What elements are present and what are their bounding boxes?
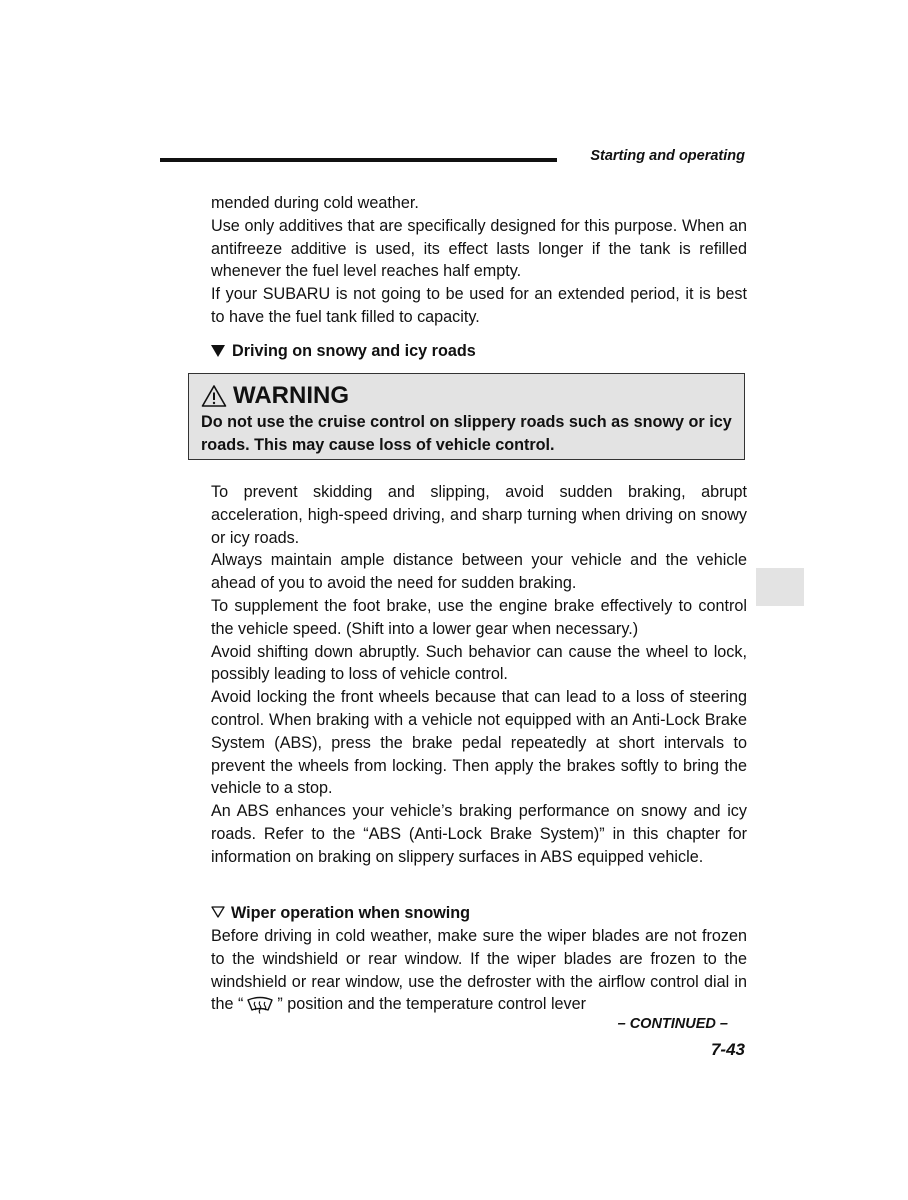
wiper-text-block (211, 925, 747, 1016)
chapter-tab (756, 568, 804, 606)
warning-text: Do not use the cruise control on slippery roads such as snowy or icy roads. This may cause loss of vehicle control. (201, 413, 732, 454)
page-number: 7-43 (710, 1040, 745, 1059)
paragraph (211, 925, 747, 1016)
warning-header (201, 381, 349, 411)
paragraph: Avoid shifting down abruptly. Such behavior can cause the wheel to lock, possibly leading to loss of vehicle control. (211, 642, 747, 684)
paragraph: To prevent skidding and slipping, avoid sudden braking, abrupt acceleration, high-speed driving, and sharp turning when driving on snowy or icy roads. (211, 483, 747, 547)
section-title: Starting and operating (590, 148, 745, 164)
paragraph: An ABS enhances your vehicle’s braking performance on snowy and icy roads. Refer to the “ABS (Anti-Lock Brake System)” in this chapter for information on braking on slippery surfaces in ABS equipped vehicle. (211, 802, 747, 866)
warning-triangle-icon (201, 384, 227, 408)
heading-label: Driving on snowy and icy roads (232, 342, 476, 360)
text-after-icon: ” position and the temperature control lever (277, 995, 587, 1014)
paragraph: Avoid locking the front wheels because that can lead to a loss of steering control. When braking with a vehicle not equipped with an Anti-Lock Brake System (ABS), press the brake pedal repeatedly at short intervals to prevent the wheels from locking. Then apply the brakes softly to bring the vehicle to a stop. (211, 688, 747, 798)
paragraph: Always maintain ample distance between your vehicle and the vehicle ahead of you to avoid the need for sudden braking. (211, 551, 747, 593)
warning-box (188, 373, 745, 460)
continued-label: – CONTINUED – (617, 1016, 728, 1032)
header-rule (160, 158, 557, 162)
intro-text-block (211, 192, 747, 329)
solid-down-triangle-icon (211, 345, 225, 357)
snowy-text-block (211, 481, 747, 869)
paragraph: Use only additives that are specifically designed for this purpose. When an antifreeze additive is used, its effect lasts longer if the tank is refilled whenever the fuel level reaches half empty. (211, 216, 747, 281)
paragraph: mended during cold weather. (211, 194, 419, 212)
heading-label: Wiper operation when snowing (231, 904, 471, 922)
snowy-roads-heading (211, 340, 476, 362)
paragraph: To supplement the foot brake, use the engine brake effectively to control the vehicle speed. (Shift into a lower gear when necessary.) (211, 596, 747, 638)
text-before-icon: Before driving in cold weather, make sure the wiper blades are not frozen to the windshield or rear window. If the wiper blades are frozen to the windshield or rear window, use the defroster with the airflow control dial in the “ (211, 927, 747, 1014)
paragraph: If your SUBARU is not going to be used for an extended period, it is best to have the fuel tank filled to capacity. (211, 285, 747, 326)
open-down-triangle-icon (211, 906, 225, 918)
warning-title: WARNING (233, 382, 349, 409)
wiper-heading (211, 902, 470, 924)
defroster-icon (245, 995, 275, 1015)
